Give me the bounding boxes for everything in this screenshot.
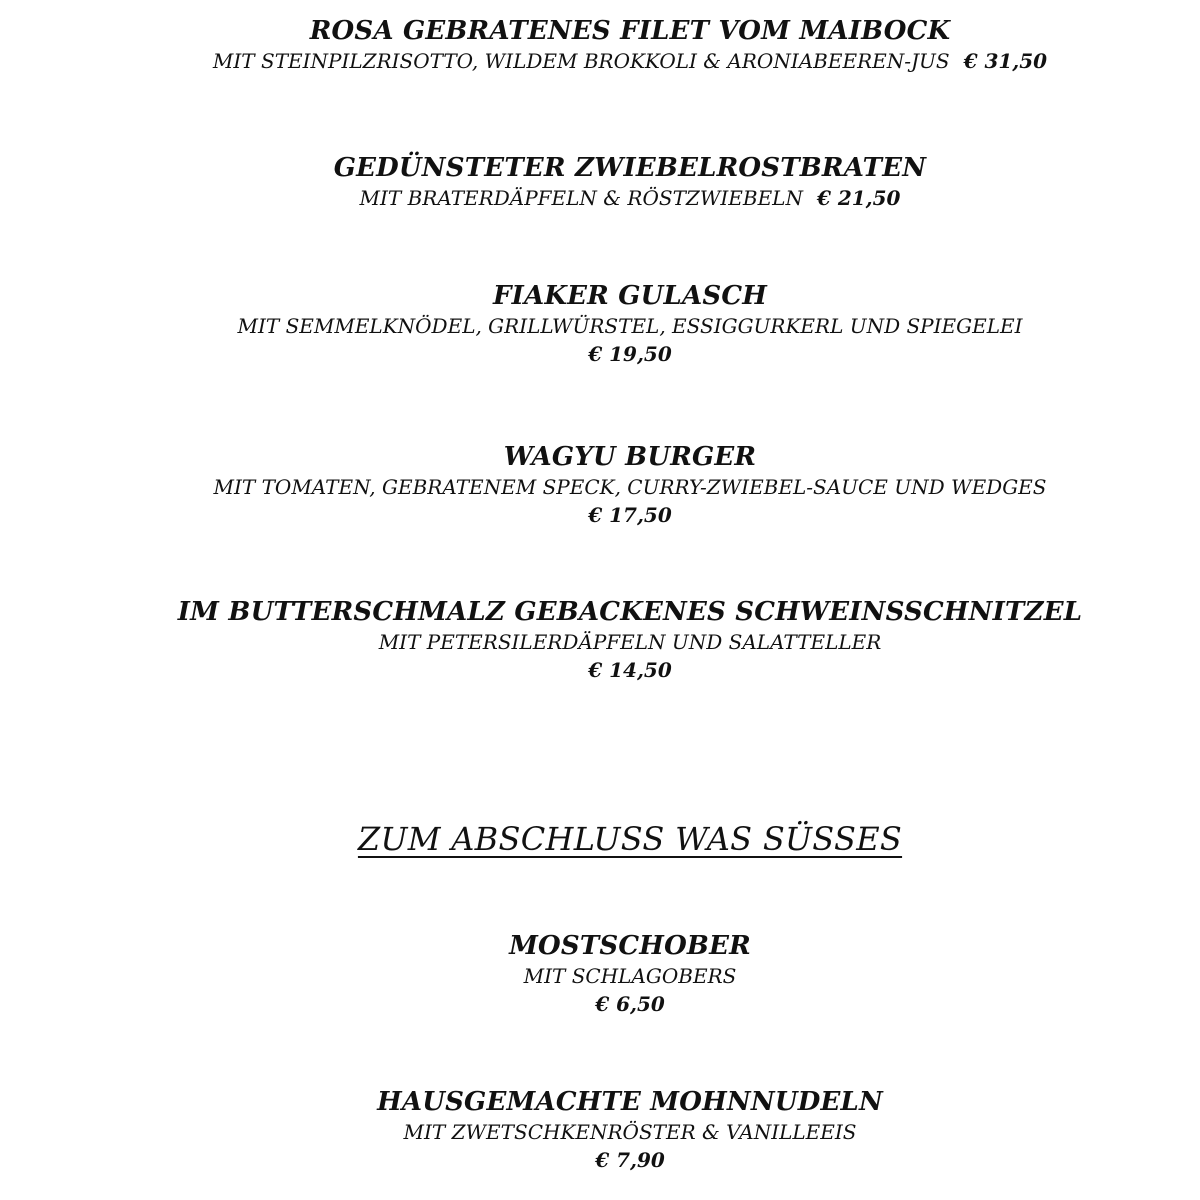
dish-description: MIT TOMATEN, GEBRATENEM SPECK, CURRY-ZWIEBEL-SAUCE UND WEDGES — [213, 475, 1047, 499]
dish-price: € 31,50 — [963, 49, 1048, 73]
dish-description: MIT STEINPILZRISOTTO, WILDEM BROKKOLI & ARONIABEEREN-JUS — [212, 49, 950, 73]
dish-description: MIT SCHLAGOBERS — [523, 964, 737, 988]
dish-price: € 14,50 — [588, 658, 672, 682]
dish-description-line — [0, 184, 1200, 212]
dish-description: MIT BRATERDÄPFELN & RÖSTZWIEBELN — [359, 186, 803, 210]
dish-description: MIT ZWETSCHKENRÖSTER & VANILLEEIS — [403, 1120, 857, 1144]
dish-price: € 19,50 — [588, 342, 672, 366]
dish-price: € 21,50 — [816, 186, 901, 210]
menu-item-zwiebelrostbraten — [0, 152, 1200, 212]
menu-item-maibock — [0, 15, 1200, 75]
dish-name: ROSA GEBRATENES FILET VOM MAIBOCK — [309, 16, 951, 46]
dish-name: HAUSGEMACHTE MOHNNUDELN — [377, 1087, 883, 1117]
dish-description: MIT SEMMELKNÖDEL, GRILLWÜRSTEL, ESSIGGURKERL UND SPIEGELEI — [237, 314, 1023, 338]
dish-description: MIT PETERSILERDÄPFELN UND SALATTELLER — [378, 630, 882, 654]
menu-item-mohnnudeln — [0, 1086, 1200, 1174]
menu-item-mostschober — [0, 930, 1200, 1018]
dish-price: € 7,90 — [595, 1148, 665, 1172]
dish-price: € 6,50 — [595, 992, 665, 1016]
dish-price: € 17,50 — [588, 503, 672, 527]
dessert-section-heading: ZUM ABSCHLUSS WAS SÜSSES — [357, 820, 903, 858]
menu-item-wagyu-burger — [0, 441, 1200, 529]
menu-item-schweinsschnitzel — [0, 596, 1200, 684]
dish-name: GEDÜNSTETER ZWIEBELROSTBRATEN — [333, 153, 927, 183]
dish-name: FIAKER GULASCH — [492, 281, 768, 311]
menu-item-fiaker-gulasch — [0, 280, 1200, 368]
dish-name: MOSTSCHOBER — [509, 931, 751, 961]
dish-description-line — [0, 47, 1200, 75]
dish-name: IM BUTTERSCHMALZ GEBACKENES SCHWEINSSCHNITZEL — [177, 597, 1083, 627]
dish-name: WAGYU BURGER — [503, 442, 757, 472]
